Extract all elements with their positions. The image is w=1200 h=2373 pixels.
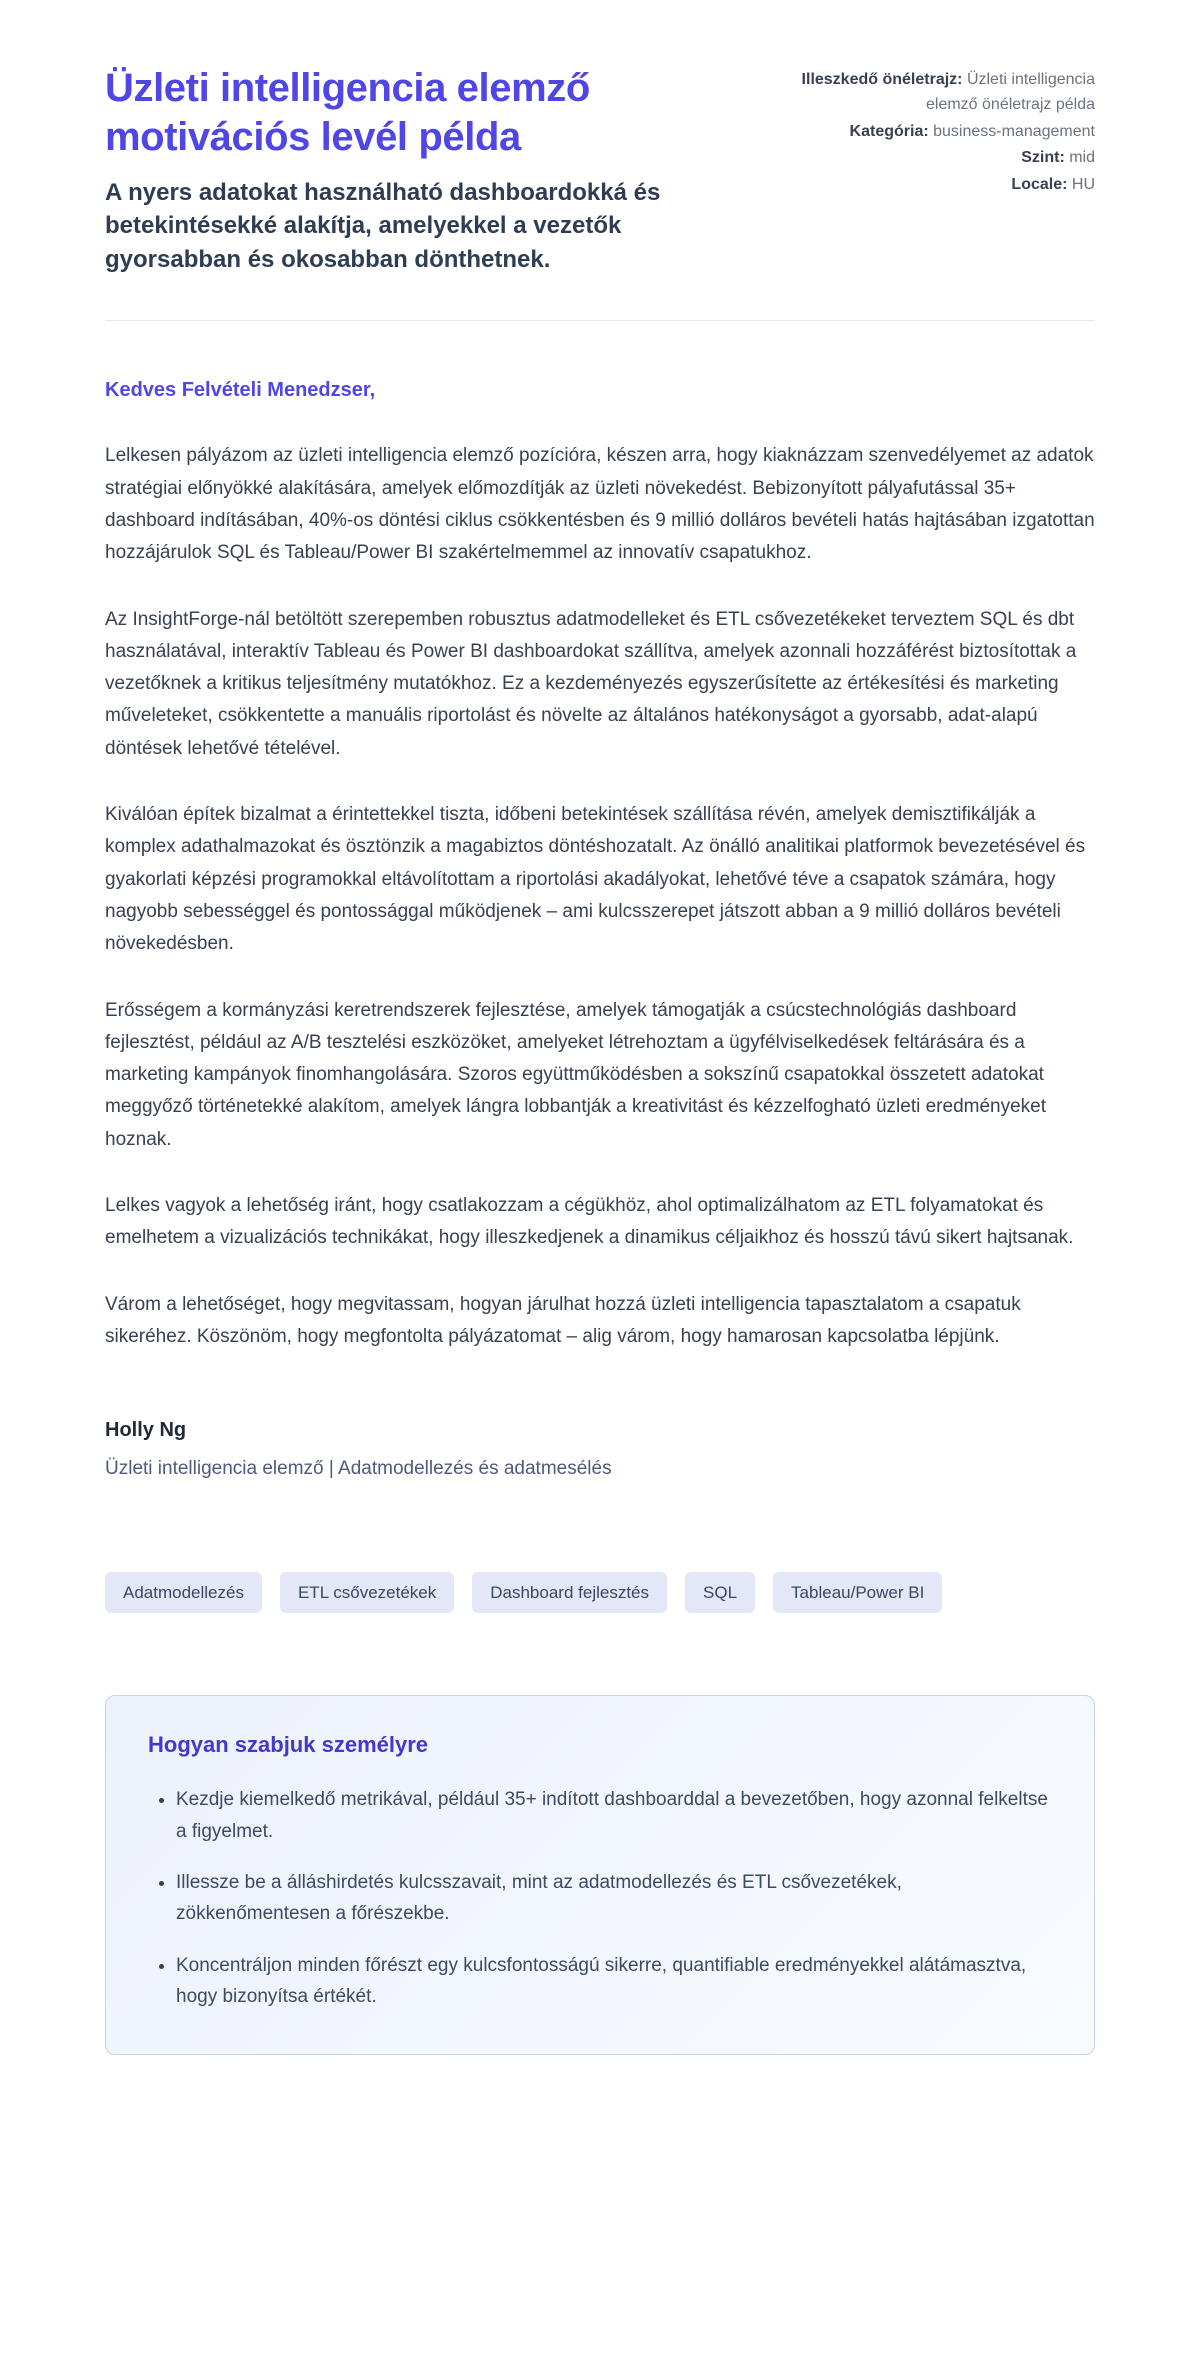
tag-chip[interactable]: SQL <box>685 1572 755 1613</box>
meta-category <box>785 120 1095 145</box>
cover-letter-body <box>105 379 1095 1480</box>
meta-category-label: Kategória: <box>849 122 929 140</box>
callout-list <box>148 1784 1052 2012</box>
letter-paragraph: Erősségem a kormányzási keretrendszerek fejlesztése, amelyek támogatják a csúcstechnológiás dashboard fejlesztést, például az A/B tesztelési eszközöket, amelyeket létrehoztam a ügyfélviselkedések feltárására és a marketing kampányok finomhangolására. Szoros együttműködésben a sokszínű csapatokkal összetett adatokat meggyőző történetekké alakítom, amelyek lángra lobbantják a kreativitást és kézzelfogható üzleti eredményeket hoznak. <box>105 999 1047 1150</box>
signature-role: Üzleti intelligencia elemző | Adatmodellezés és adatmesélés <box>105 1458 612 1480</box>
personalization-callout <box>105 1695 1095 2055</box>
meta-level-label: Szint: <box>1021 149 1065 167</box>
meta-matching-resume <box>785 68 1095 118</box>
meta-block <box>785 64 1095 276</box>
callout-title: Hogyan szabjuk személyre <box>148 1732 429 1758</box>
letter-paragraph: Lelkes vagyok a lehetőség iránt, hogy csatlakozzam a cégükhöz, ahol optimalizálhatom az ETL folyamatokat és emelhetem a vizualizációs technikákat, hogy illeszkedjenek a dinamikus céljaikhoz és hosszú távú sikert hajtsanak. <box>105 1195 1074 1249</box>
meta-matching-resume-label: Illeszkedő önéletrajz: <box>801 71 963 88</box>
meta-locale-value: HU <box>1071 176 1095 194</box>
tag-list <box>105 1572 1095 1613</box>
header-title-block <box>105 64 737 276</box>
letter-paragraph: Lelkesen pályázom az üzleti intelligencia elemző pozícióra, készen arra, hogy kiaknázzam szenvedélyemet az adatok stratégiai előnyökké alakítására, amelyek előmozdítják az üzleti növekedést. Bebizonyított pályafutással 35+ dashboard indításában, 40%-os döntési ciklus csökkentésben és 9 millió dolláros bevételi hatás hajtásában izgatottan hozzájárulok SQL és Tableau/Power BI szakértelmemmel az innovatív csapatukhoz. <box>105 445 1095 564</box>
callout-item: • Koncentráljon minden főrészt egy kulcsfontosságú sikerre, quantifiable eredményekkel alátámasztva, hogy bizonyítsa értékét. <box>176 1950 1052 2013</box>
letter-paragraph: Várom a lehetőséget, hogy megvitassam, hogyan járulhat hozzá üzleti intelligencia tapasztalatom a csapatuk sikeréhez. Köszönöm, hogy megfontolta pályázatomat – alig várom, hogy hamarosan kapcsolatba lépjünk. <box>105 1293 1021 1347</box>
meta-locale-label: Locale: <box>1011 176 1068 194</box>
meta-matching-resume-link[interactable]: Üzleti intelligencia elemző önéletrajz példa <box>926 71 1095 113</box>
letter-paragraph: Az InsightForge-nál betöltött szerepemben robusztus adatmodelleket és ETL csővezetékeket terveztem SQL és dbt használatával, interaktív Tableau és Power BI dashboardokat szállítva, amelyek azonnali hozzáférést biztosítottak a vezetőknek a kritikus teljesítmény mutatókhoz. Ez a kezdeményezés egyszerűsítette az értékesítési és marketing műveleteket, csökkentette a manuális riportolást és növelte az általános hatékonyságot a gyorsabb, adat-alapú döntések lehetővé tételével. <box>105 608 1077 759</box>
tag-chip[interactable]: Dashboard fejlesztés <box>472 1572 667 1613</box>
meta-level-value: mid <box>1069 149 1095 167</box>
letter-paragraph: Kiválóan építek bizalmat a érintettekkel tiszta, időbeni betekintések szállítása révén, amelyek demisztifikálják a komplex adathalmazokat és ösztönzik a magabiztos döntéshozatalt. Az önálló analitikai platformok bevezetésével és gyakorlati képzési programokkal eltávolítottam a riportolási akadályokat, lehetővé téve a csapatok számára, hogy nagyobb sebességgel és pontossággal működjenek – ami kulcsszerepet játszott abban a 9 millió dolláros bevételi növekedésben. <box>105 804 1086 955</box>
tag-chip[interactable]: ETL csővezetékek <box>280 1572 454 1613</box>
meta-category-value: business-management <box>933 122 1095 140</box>
callout-item: • Illessze be a álláshirdetés kulcsszavait, mint az adatmodellezés és ETL csővezetékek, zökkenőmentesen a főrészekbe. <box>176 1867 1052 1930</box>
meta-level <box>785 146 1095 171</box>
meta-locale <box>785 173 1095 198</box>
tag-chip[interactable]: Tableau/Power BI <box>773 1572 942 1613</box>
letter-greeting: Kedves Felvételi Menedzser, <box>105 379 376 402</box>
page-subtitle: A nyers adatokat használható dashboardokká és betekintésekké alakítja, amelyekkel a vezetők gyorsabban és okosabban dönthetnek. <box>105 178 661 273</box>
page-title: Üzleti intelligencia elemző motivációs levél példa <box>105 66 590 159</box>
divider <box>105 320 1095 321</box>
tag-chip[interactable]: Adatmodellezés <box>105 1572 262 1613</box>
signature-name: Holly Ng <box>105 1419 187 1442</box>
page-header <box>105 64 1095 276</box>
callout-item: • Kezdje kiemelkedő metrikával, például 35+ indított dashboarddal a bevezetőben, hogy azonnal felkeltse a figyelmet. <box>176 1784 1052 1847</box>
